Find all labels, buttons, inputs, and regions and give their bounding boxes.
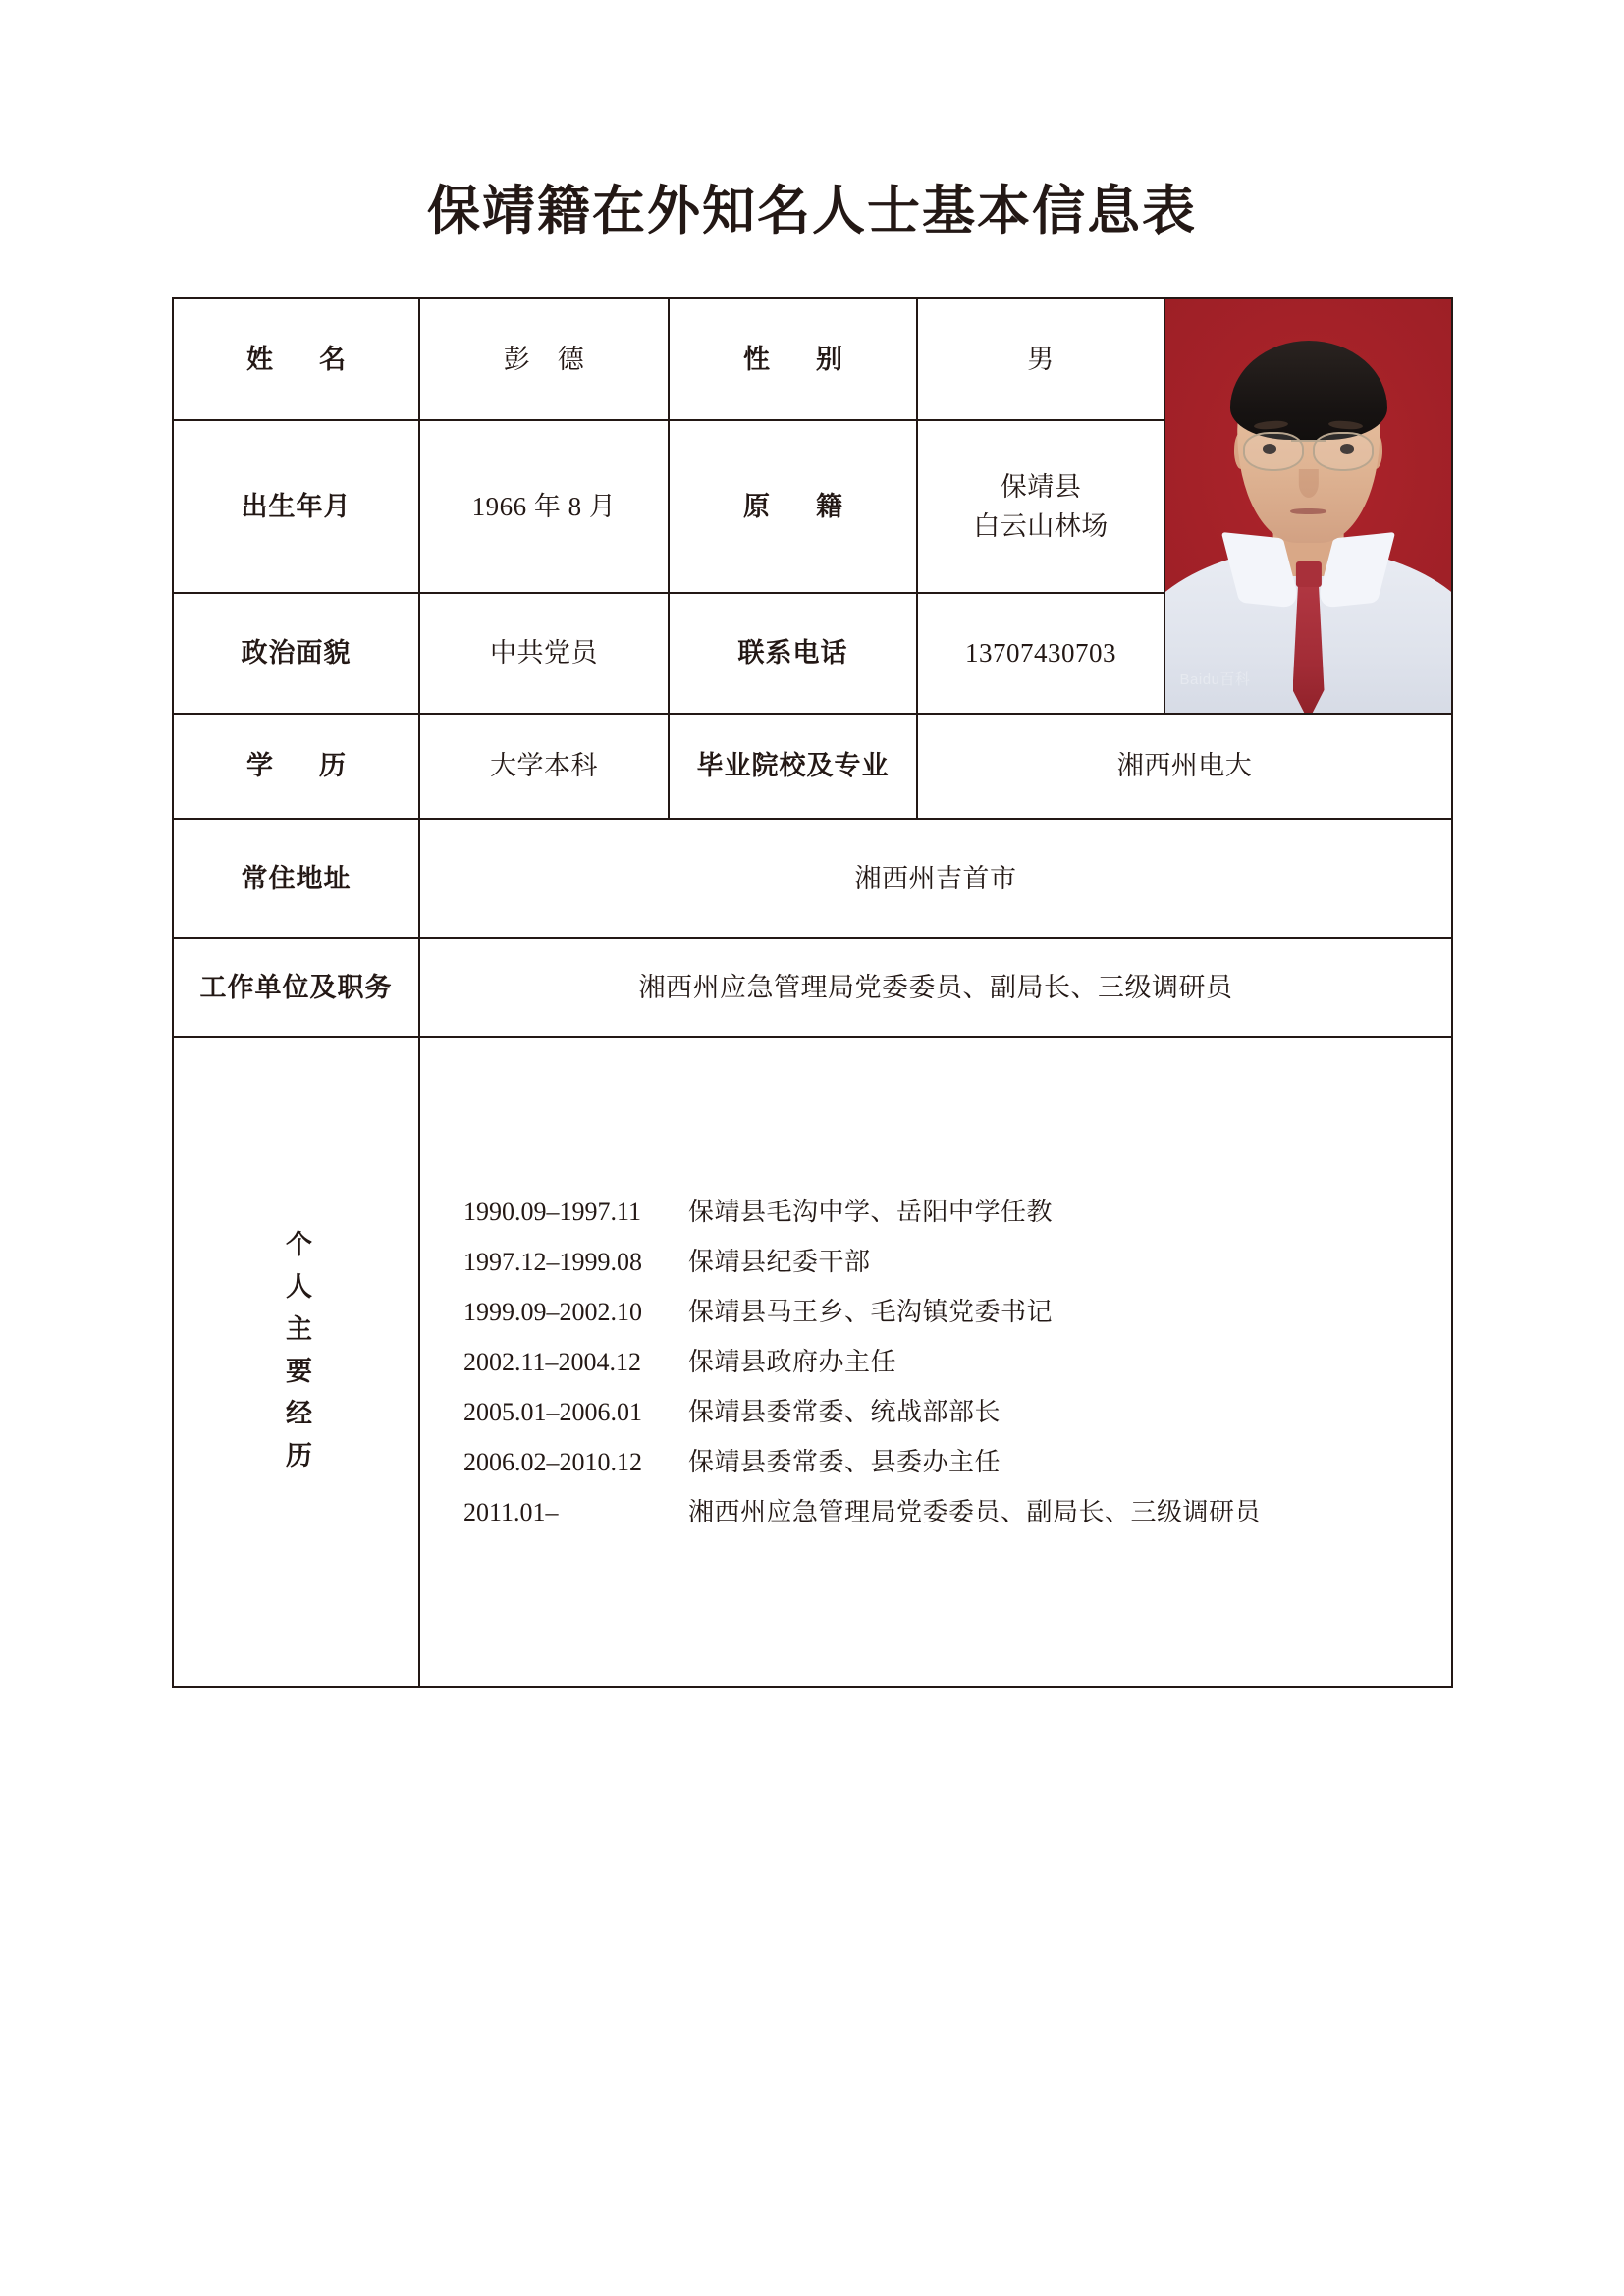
portrait-image: [1165, 299, 1451, 713]
portrait-necktie-knot: [1295, 561, 1321, 586]
label-work-unit: 工作单位及职务: [173, 938, 419, 1037]
personal-info-table: [172, 297, 1453, 1688]
experience-entry: [463, 1393, 1451, 1431]
experience-entry: [463, 1243, 1451, 1281]
value-address: 湘西州吉首市: [419, 819, 1452, 938]
portrait-photo: [1165, 299, 1451, 713]
label-school-major: 毕业院校及专业: [669, 714, 917, 819]
experience-entry: [463, 1193, 1451, 1231]
table-row-experience: [173, 1037, 1452, 1687]
label-experience: 个人主要经历: [282, 1229, 311, 1483]
photo-cell: [1164, 298, 1452, 714]
table-row-name: [173, 298, 1452, 420]
glasses-lens-right: [1313, 432, 1375, 471]
experience-period: 2006.02–2010.12: [463, 1448, 642, 1476]
page-title: 保靖籍在外知名人士基本信息表: [427, 182, 1197, 240]
value-name: 彭 德: [419, 298, 669, 420]
experience-period: 1990.09–1997.11: [463, 1198, 642, 1226]
table-row-work: [173, 938, 1452, 1037]
value-work-unit: 湘西州应急管理局党委委员、副局长、三级调研员: [419, 938, 1452, 1037]
value-origin-line1: 保靖县: [1000, 471, 1082, 502]
label-birth-date: 出生年月: [173, 420, 419, 592]
value-education: 大学本科: [419, 714, 669, 819]
table-row-address: [173, 819, 1452, 938]
label-name: 姓 名: [173, 298, 419, 420]
experience-description: 保靖县委常委、县委办主任: [688, 1448, 1001, 1476]
experience-description: 保靖县政府办主任: [688, 1348, 897, 1376]
label-political-status: 政治面貌: [173, 593, 419, 714]
experience-description: 保靖县纪委干部: [688, 1248, 871, 1276]
experience-period: 2002.11–2004.12: [463, 1348, 642, 1376]
label-phone: 联系电话: [669, 593, 917, 714]
photo-watermark: Baidu百科: [1179, 671, 1251, 689]
portrait-necktie: [1293, 580, 1325, 713]
table-row-education: [173, 714, 1452, 819]
label-gender: 性 别: [669, 298, 917, 420]
experience-entry: [463, 1443, 1451, 1481]
value-school-major: 湘西州电大: [917, 714, 1452, 819]
value-birth-date: 1966 年 8 月: [419, 420, 669, 592]
value-political-status: 中共党员: [419, 593, 669, 714]
portrait-mouth: [1290, 508, 1327, 515]
value-phone: 13707430703: [917, 593, 1164, 714]
experience-period: 2011.01–: [463, 1498, 559, 1526]
experience-period: 2005.01–2006.01: [463, 1398, 642, 1426]
experience-description: 湘西州应急管理局党委委员、副局长、三级调研员: [688, 1498, 1262, 1526]
experience-description: 保靖县委常委、统战部部长: [688, 1398, 1001, 1426]
glasses-bridge: [1291, 440, 1326, 442]
value-experience-cell: [419, 1037, 1452, 1687]
value-origin-line2: 白云山林场: [973, 511, 1109, 542]
label-address: 常住地址: [173, 819, 419, 938]
experience-description: 保靖县毛沟中学、岳阳中学任教: [688, 1198, 1054, 1226]
experience-entry: [463, 1293, 1451, 1331]
experience-period: 1997.12–1999.08: [463, 1248, 642, 1276]
label-origin: 原 籍: [669, 420, 917, 592]
value-origin: [917, 420, 1164, 592]
experience-list: [463, 1193, 1451, 1531]
glasses-lens-left: [1243, 432, 1305, 471]
glasses-icon: [1243, 432, 1375, 467]
experience-description: 保靖县马王乡、毛沟镇党委书记: [688, 1298, 1054, 1326]
experience-period: 1999.09–2002.10: [463, 1298, 642, 1326]
label-education: 学 历: [173, 714, 419, 819]
experience-entry: [463, 1343, 1451, 1381]
experience-entry: [463, 1493, 1451, 1531]
label-experience-cell: [173, 1037, 419, 1687]
value-gender: 男: [917, 298, 1164, 420]
